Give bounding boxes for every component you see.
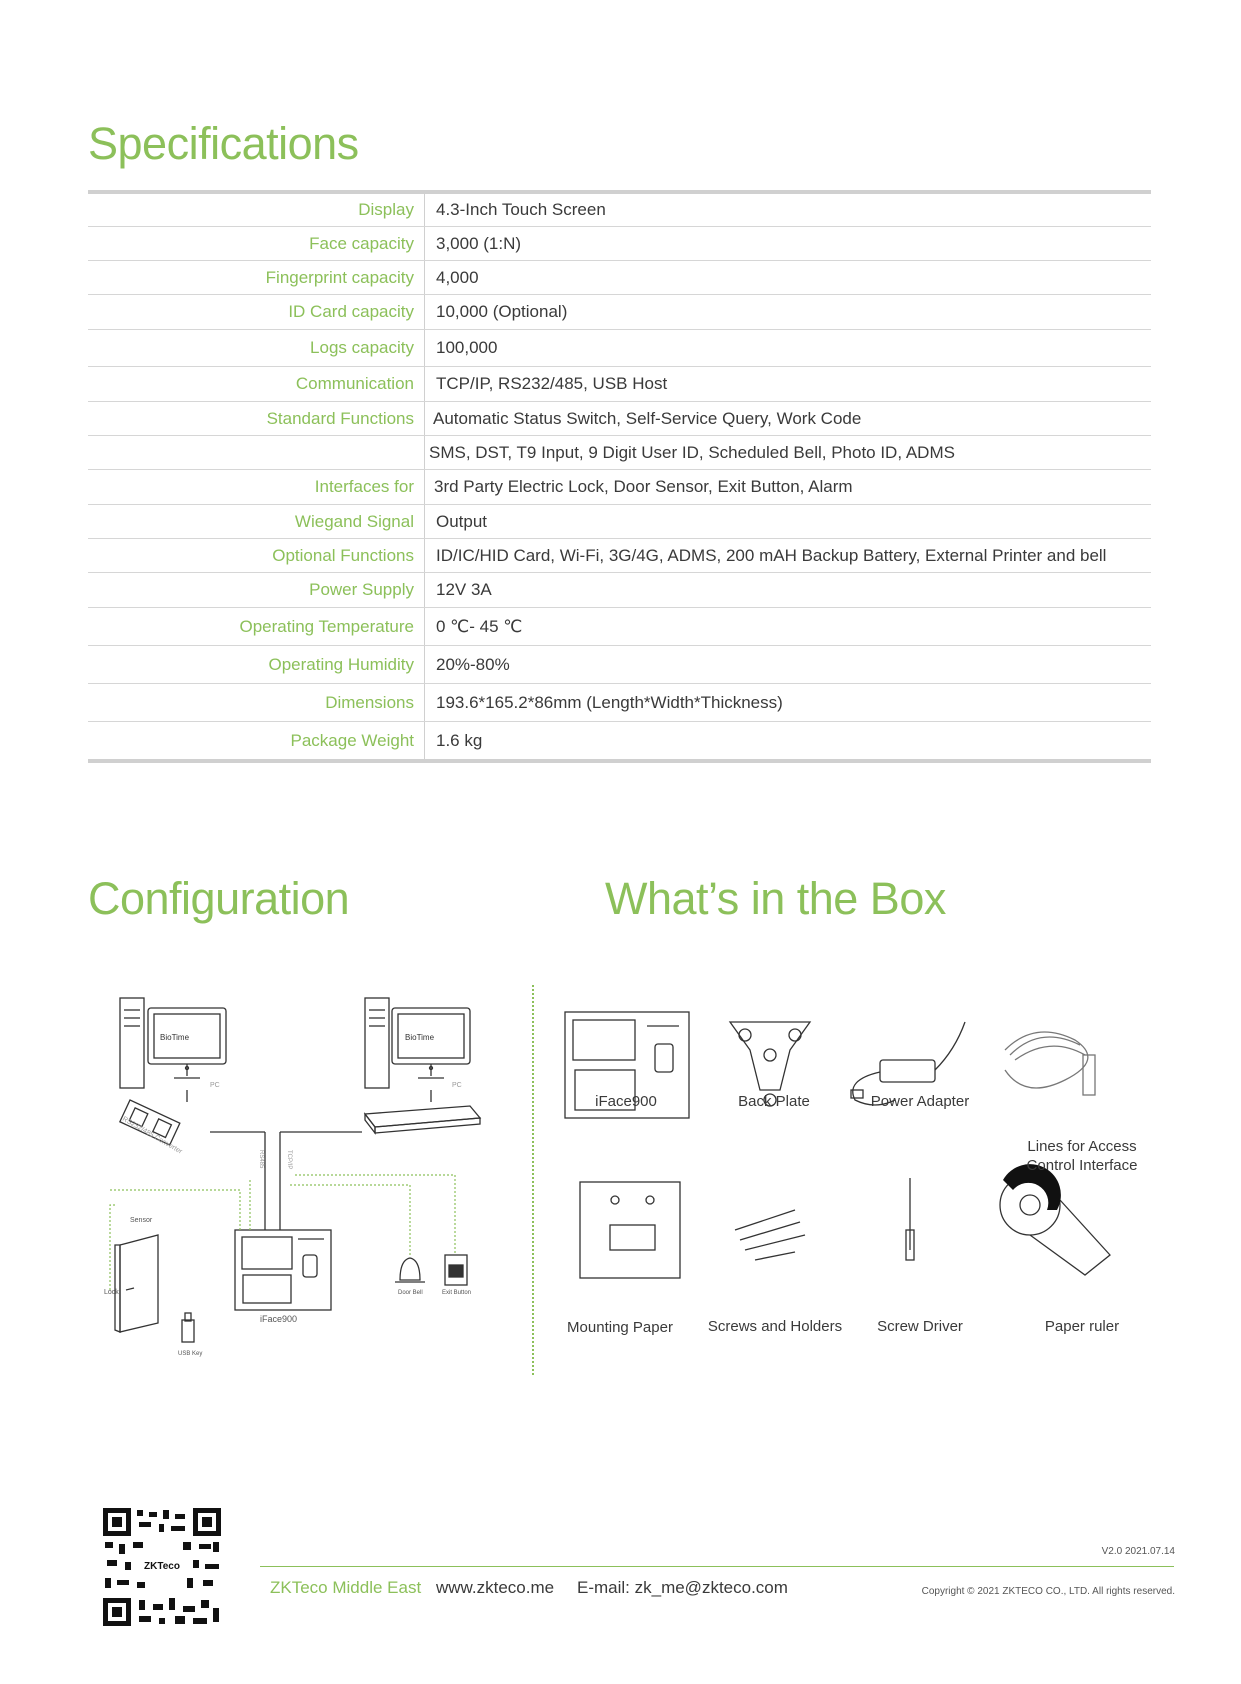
qr-logo-text: ZKTeco bbox=[144, 1561, 180, 1572]
pc-label: PC bbox=[452, 1082, 462, 1089]
spec-row bbox=[88, 646, 1151, 684]
device-label: iFace900 bbox=[260, 1314, 298, 1324]
screw-driver-icon bbox=[906, 1178, 914, 1260]
pc-tower-icon bbox=[365, 998, 389, 1088]
door-icon bbox=[115, 1235, 158, 1332]
exit-button-label: Exit Button bbox=[442, 1290, 472, 1296]
spec-value: 3rd Party Electric Lock, Door Sensor, Exit Button, Alarm bbox=[424, 470, 1151, 504]
box-item-caption: Paper ruler bbox=[1044, 1318, 1120, 1335]
whats-in-the-box-heading: What’s in the Box bbox=[605, 873, 946, 924]
spec-row bbox=[88, 227, 1151, 261]
spec-label: Logs capacity bbox=[310, 338, 414, 357]
spec-label: Standard Functions bbox=[266, 408, 414, 428]
box-item-caption: Screw Driver bbox=[877, 1318, 963, 1335]
spec-label: Operating Humidity bbox=[268, 654, 414, 674]
spec-row bbox=[88, 722, 1151, 759]
email-link[interactable]: E-mail: zk_me@zkteco.com bbox=[577, 1578, 788, 1597]
pc-tower-icon bbox=[120, 998, 144, 1088]
spec-label: ID Card capacity bbox=[288, 302, 414, 321]
copyright: Copyright © 2021 ZKTECO CO., LTD. All rights reserved. bbox=[921, 1586, 1175, 1597]
spec-label: Optional Functions bbox=[272, 545, 414, 565]
spec-row bbox=[88, 194, 1151, 227]
spec-row bbox=[88, 608, 1151, 646]
rs485-label: RS485 bbox=[258, 1150, 264, 1169]
spec-value: 20%-80% bbox=[424, 646, 1151, 683]
spec-value: 12V 3A bbox=[424, 573, 1151, 607]
door-bell-label: Door Bell bbox=[398, 1290, 423, 1296]
spec-value: 1.6 kg bbox=[424, 722, 1151, 759]
spec-value: SMS, DST, T9 Input, 9 Digit User ID, Scheduled Bell, Photo ID, ADMS bbox=[424, 436, 1151, 469]
specifications-table bbox=[88, 190, 1151, 763]
box-item-caption bbox=[997, 1137, 1167, 1175]
version-label: V2.0 2021.07.14 bbox=[1101, 1546, 1175, 1557]
spec-row bbox=[88, 367, 1151, 402]
spec-row bbox=[88, 330, 1151, 367]
pc-label: PC bbox=[210, 1082, 220, 1089]
spec-value: 100,000 bbox=[424, 330, 1151, 366]
footer-divider bbox=[260, 1566, 1174, 1567]
spec-row bbox=[88, 505, 1151, 539]
spec-row bbox=[88, 295, 1151, 330]
spec-label: Communication bbox=[295, 374, 414, 393]
box-item-caption: iFace900 bbox=[595, 1093, 657, 1110]
biotime-label: BioTime bbox=[160, 1033, 190, 1042]
spec-label: Interfaces for bbox=[314, 477, 414, 496]
spec-row bbox=[88, 470, 1151, 505]
specifications-heading: Specifications bbox=[88, 118, 359, 169]
spec-value: 4.3-Inch Touch Screen bbox=[424, 194, 1151, 226]
door-bell-icon bbox=[400, 1258, 420, 1280]
configuration-diagram bbox=[100, 990, 510, 1370]
company-name: ZKTeco Middle East bbox=[270, 1578, 422, 1597]
spec-label: Display bbox=[358, 200, 414, 219]
screws-icon bbox=[735, 1210, 805, 1260]
box-item-caption: Power Adapter bbox=[870, 1093, 970, 1110]
spec-label: Wiegand Signal bbox=[294, 511, 414, 531]
spec-value: 10,000 (Optional) bbox=[424, 295, 1151, 329]
spec-row bbox=[88, 402, 1151, 436]
spec-value: TCP/IP, RS232/485, USB Host bbox=[424, 367, 1151, 401]
spec-label: Dimensions bbox=[325, 692, 414, 712]
spec-row bbox=[88, 539, 1151, 573]
spec-label: Operating Temperature bbox=[239, 616, 414, 636]
caption-line: Control Interface bbox=[1026, 1157, 1138, 1174]
sensor-label: Sensor bbox=[130, 1217, 153, 1224]
spec-row bbox=[88, 684, 1151, 722]
box-item-caption: Back Plate bbox=[738, 1093, 810, 1110]
spec-label: Fingerprint capacity bbox=[265, 267, 414, 287]
caption-line: Lines for Access bbox=[1027, 1138, 1137, 1155]
spec-label: Power Supply bbox=[309, 580, 414, 599]
converter-label: RS232/485 Converter bbox=[121, 1115, 184, 1156]
qr-code-icon bbox=[103, 1508, 221, 1626]
lock-label: Lock bbox=[104, 1289, 119, 1296]
usb-key-label: USB Key bbox=[178, 1351, 203, 1357]
box-item-caption: Screws and Holders bbox=[707, 1318, 843, 1335]
spec-value: ID/IC/HID Card, Wi-Fi, 3G/4G, ADMS, 200 mAH Backup Battery, External Printer and bell bbox=[424, 539, 1151, 572]
configuration-heading: Configuration bbox=[88, 873, 350, 924]
spec-value: Automatic Status Switch, Self-Service Query, Work Code bbox=[424, 402, 1151, 435]
access-control-lines-icon bbox=[1005, 1032, 1095, 1095]
spec-value: 4,000 bbox=[424, 261, 1151, 294]
spec-row bbox=[88, 573, 1151, 608]
tcpip-label: TCP/IP bbox=[286, 1150, 292, 1170]
spec-value: 0 ℃- 45 ℃ bbox=[424, 608, 1151, 645]
box-item-caption: Mounting Paper bbox=[567, 1319, 673, 1336]
spec-value: 3,000 (1:N) bbox=[424, 227, 1151, 260]
biotime-label: BioTime bbox=[405, 1033, 435, 1042]
spec-row bbox=[88, 261, 1151, 295]
mounting-paper-icon bbox=[580, 1182, 680, 1278]
website-link[interactable]: www.zkteco.me bbox=[436, 1578, 555, 1597]
spec-value: Output bbox=[424, 505, 1151, 538]
network-switch-icon bbox=[365, 1106, 480, 1133]
spec-label: Face capacity bbox=[309, 233, 414, 253]
spec-label: Package Weight bbox=[290, 730, 414, 750]
spec-value: 193.6*165.2*86mm (Length*Width*Thickness) bbox=[424, 684, 1151, 721]
spec-row bbox=[88, 436, 1151, 470]
usb-key-icon bbox=[182, 1320, 194, 1342]
column-divider bbox=[532, 985, 534, 1375]
